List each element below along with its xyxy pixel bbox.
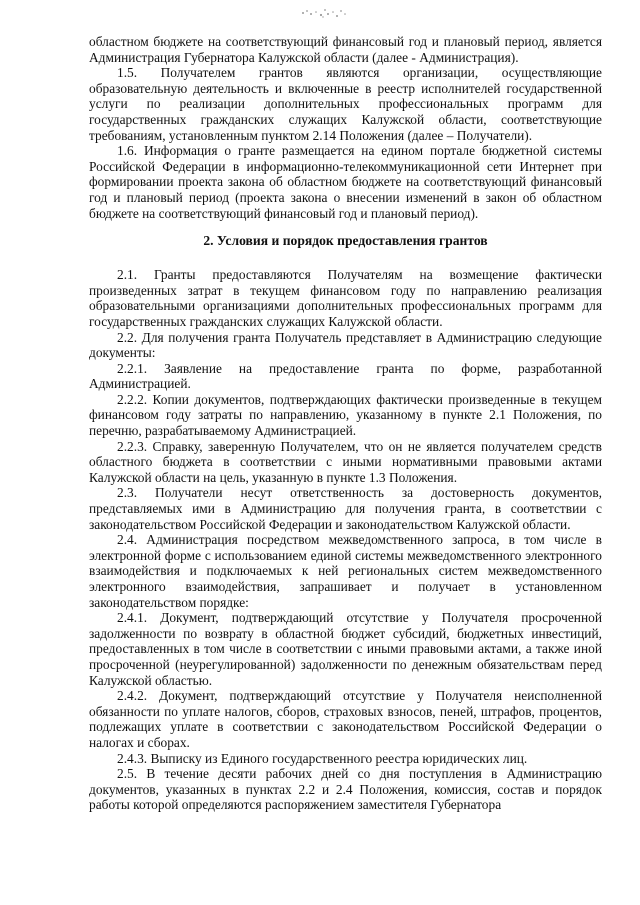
paragraph-2-2-1: 2.2.1. Заявление на предоставление гранта по форме, разработанной Администрацией.: [89, 360, 602, 392]
paragraph-1-6: 1.6. Информация о гранте размещается на едином портале бюджетной системы Российской Федерации в информационно-телекоммуникационной сети Интернет при формировании проекта закона об областном бюджете на соответствующий финансовый год и плановый период (проекта закона о внесении изменений в закон об областном бюджете на соответствующий финансовый год и плановый период).: [89, 143, 602, 221]
paragraph-2-2: 2.2. Для получения гранта Получатель представляет в Администрацию следующие документы:: [89, 329, 602, 361]
paragraph-2-3: 2.3. Получатели несут ответственность за достоверность документов, представляемых ими в Администрацию для получения гранта, в соответствии с законодательством Российской Федерации и законодательством Калужской области.: [89, 485, 602, 532]
paragraph-2-4-3: 2.4.3. Выписку из Единого государственного реестра юридических лиц.: [117, 750, 528, 766]
paragraph-2-4: 2.4. Администрация посредством межведомственного запроса, в том числе в электронной форме с использованием единой системы межведомственного электронного взаимодействия и подключаемых к ней региональных систем межведомственного электронного взаимодействия, запрашивает и получает в установленном законодательством порядке:: [89, 532, 602, 610]
paragraph-2-5: 2.5. В течение десяти рабочих дней со дня поступления в Администрацию документов, указанных в пунктах 2.2 и 2.4 Положения, комиссия, состав и порядок работы которой определяются распоряжением заместителя Губернатора: [89, 766, 602, 813]
page-number-mark: [297, 4, 353, 20]
paragraph-2-2-3: 2.2.3. Справку, заверенную Получателем, что он не является получателем средств областного бюджета в соответствии с иными нормативными правовыми актами Калужской области на цель, указанную в пункте 1.3 Положения.: [89, 438, 602, 485]
paragraph-1-5: 1.5. Получателем грантов являются организации, осуществляющие образовательную деятельность и включенные в реестр исполнителей государственной услуги по реализации дополнительных профессиональных программ для государственных гражданских служащих Калужской области, соответствующие требованиям, установленным пунктом 2.14 Положения (далее – Получатели).: [89, 65, 602, 143]
paragraph-2-1: 2.1. Гранты предоставляются Получателям на возмещение фактически произведенных затрат в текущем финансовом году по направлению реализация образовательными организациями дополнительных профессиональных программ для государственных гражданских служащих Калужской области.: [89, 267, 602, 329]
section-heading: 2. Условия и порядок предоставления грантов: [203, 233, 488, 249]
document-body: [89, 34, 602, 813]
paragraph-2-2-2: 2.2.2. Копии документов, подтверждающих фактически произведенные в текущем финансовом году затраты по направлению, указанному в пункте 2.1 Положения, по перечню, разрабатываемому Администрацией.: [89, 391, 602, 439]
paragraph-2-4-1: 2.4.1. Документ, подтверждающий отсутствие у Получателя просроченной задолженности по возврату в областной бюджет субсидий, бюджетных инвестиций, предоставленных в том числе в соответствии с иными правовыми актами, а также иной просроченной (неурегулированной) задолженности по денежным обязательствам перед Калужской областью.: [89, 610, 602, 688]
paragraph-1-4-continuation: областном бюджете на соответствующий финансовый год и плановый период, является Администрация Губернатора Калужской области (далее - Администрация).: [89, 34, 602, 65]
paragraph-2-4-2: 2.4.2. Документ, подтверждающий отсутствие у Получателя неисполненной обязанности по уплате налогов, сборов, страховых взносов, пеней, штрафов, процентов, подлежащих уплате в соответствии с законодательством Российской Федерации о налогах и сборах.: [89, 688, 602, 750]
